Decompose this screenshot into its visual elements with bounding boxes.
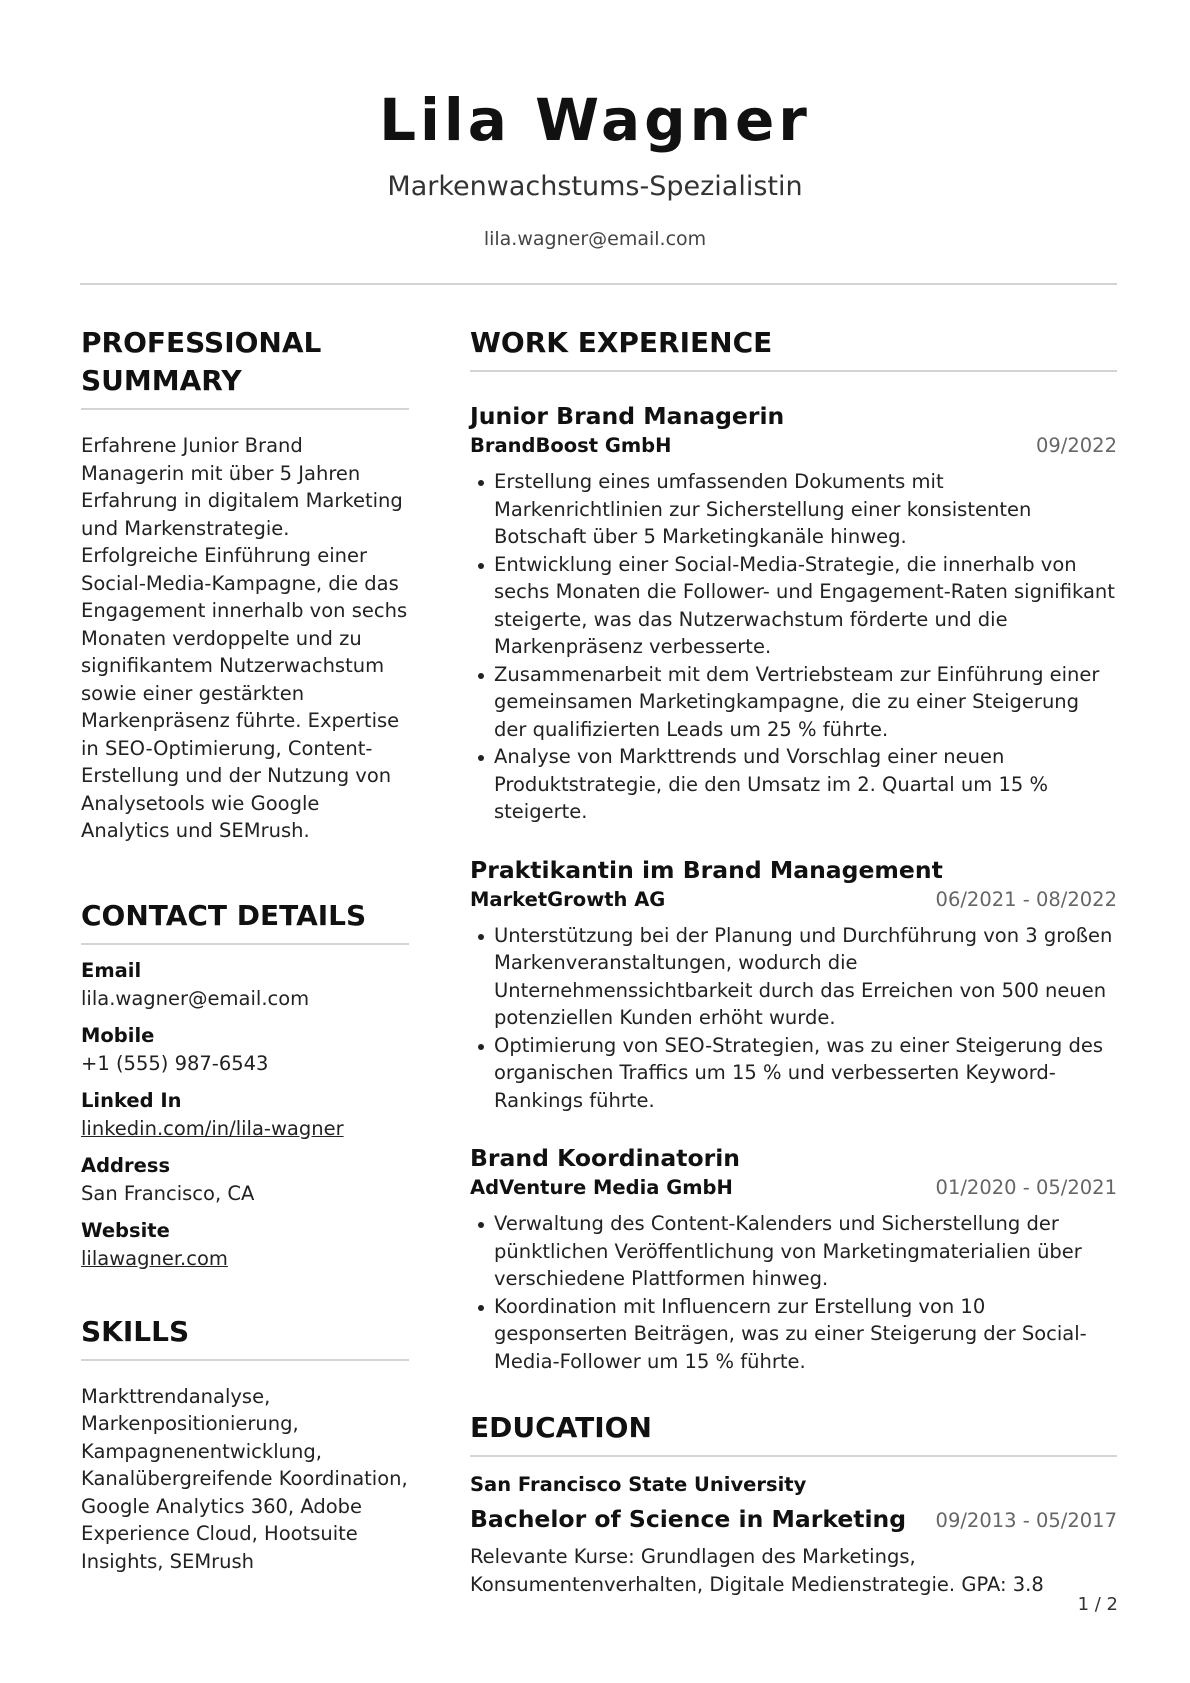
job-entry [470,854,1117,1115]
job-date: 01/2020 - 05/2021 [935,1176,1117,1199]
job-entry [470,400,1117,826]
summary-text: Erfahrene Junior Brand Managerin mit über 5 Jahren Erfahrung in digitalem Marketing und Markenstrategie. Erfolgreiche Einführung einer Social-Media-Kampagne, die das Engagement innerhalb von sechs Monaten verdoppelte und zu signifikantem Nutzerwachstum sowie einer gestärkten Markenpräsenz führte. Expertise in SEO-Optimierung, Content-Erstellung und der Nutzung von Analysetools wie Google Analytics und SEMrush. [81,434,408,842]
job-bullet: Unterstützung bei der Planung und Durchführung von 3 großen Markenveranstaltungen, wodurch die Unternehmenssichtbarkeit durch das Erreichen von 500 neuen potenziellen Kunden erhöht wurde. [470,922,1117,1032]
contact-value-mobile: +1 (555) 987-6543 [81,1051,269,1075]
contact-details-section [81,897,409,1273]
resume-header [0,0,1190,252]
contact-heading: CONTACT DETAILS [81,897,409,945]
left-column [81,324,409,1575]
candidate-title: Markenwachstums-Spezialistin [387,171,803,202]
education-date: 09/2013 - 05/2017 [935,1509,1117,1532]
degree-row [470,1503,1117,1535]
degree-title: Bachelor of Science in Marketing [470,1505,907,1533]
page-number: 1 / 2 [1077,1594,1118,1615]
company-name: MarketGrowth AG [470,887,666,911]
job-bullet: Zusammenarbeit mit dem Vertriebsteam zur Einführung einer gemeinsamen Marketingkampagne, die zu einer Steigerung der qualifizierten Leads um 25 % führte. [470,661,1117,744]
job-bullets [470,1210,1117,1375]
header-divider [80,283,1117,285]
company-name: BrandBoost GmbH [470,434,672,457]
job-date: 09/2022 [1035,434,1117,457]
header-email: lila.wagner@email.com [483,228,707,250]
website-link[interactable]: lilawagner.com [81,1246,228,1270]
job-title: Junior Brand Managerin [470,402,785,430]
job-bullet: Entwicklung einer Social-Media-Strategie, die innerhalb von sechs Monaten die Follower- und Engagement-Raten signifikant steigerte, was das Nutzerwachstum förderte und die Markenpräsenz verbesserte. [470,551,1117,661]
work-experience-section [470,324,1117,1375]
contact-label-address: Address [81,1153,171,1177]
school-name: San Francisco State University [470,1473,807,1496]
job-bullet: Verwaltung des Content-Kalenders und Sicherstellung der pünktlichen Veröffentlichung von Marketingmaterialien über verschiedene Plattformen hinweg. [470,1210,1117,1293]
job-entry [470,1142,1117,1375]
job-bullets [470,468,1117,826]
contact-list [81,957,409,1273]
contact-value-address: San Francisco, CA [81,1181,255,1205]
skills-text: Markttrendanalyse, Markenpositionierung, Kampagnenentwicklung, Kanalübergreifende Koordination, Google Analytics 360, Adobe Experience Cloud, Hootsuite Insights, SEMrush [81,1384,408,1573]
education-section [470,1409,1117,1598]
job-bullet: Koordination mit Influencern zur Erstellung von 10 gesponserten Beiträgen, was zu einer Steigerung der Social-Media-Follower um 15 % führte. [470,1293,1117,1376]
professional-summary-section [81,324,409,845]
contact-label-linkedin: Linked In [81,1088,182,1112]
job-title: Praktikantin im Brand Management [470,855,943,884]
contact-label-email: Email [81,958,142,982]
education-heading: EDUCATION [470,1409,1117,1457]
job-bullets [470,922,1117,1115]
contact-label-mobile: Mobile [81,1023,155,1047]
job-bullet: Analyse von Markttrends und Vorschlag einer neuen Produktstrategie, die den Umsatz im 2. Quartal um 15 % steigerte. [470,743,1117,826]
linkedin-link[interactable]: linkedin.com/in/lila-wagner [81,1116,344,1140]
candidate-name: Lila Wagner [379,86,811,154]
job-date: 06/2021 - 08/2022 [935,887,1117,911]
job-title: Brand Koordinatorin [470,1144,740,1172]
job-meta [470,886,1117,913]
job-meta [470,432,1117,459]
job-bullet: Erstellung eines umfassenden Dokuments mit Markenrichtlinien zur Sicherstellung einer konsistenten Botschaft über 5 Marketingkanäle hinweg. [470,468,1117,551]
job-bullet: Optimierung von SEO-Strategien, was zu einer Steigerung des organischen Traffics um 15 % und verbesserten Keyword-Rankings führte. [470,1032,1117,1115]
contact-label-website: Website [81,1218,170,1242]
skills-heading: SKILLS [81,1313,409,1361]
education-description: Relevante Kurse: Grundlagen des Marketings, Konsumentenverhalten, Digitale Medienstrategie. GPA: 3.8 [470,1545,1044,1596]
contact-value-email: lila.wagner@email.com [81,986,310,1010]
job-meta [470,1174,1117,1201]
company-name: AdVenture Media GmbH [470,1176,733,1199]
summary-heading: PROFESSIONAL SUMMARY [81,324,409,410]
skills-section [81,1313,409,1576]
right-column [470,324,1117,1598]
work-heading: WORK EXPERIENCE [470,324,1117,372]
